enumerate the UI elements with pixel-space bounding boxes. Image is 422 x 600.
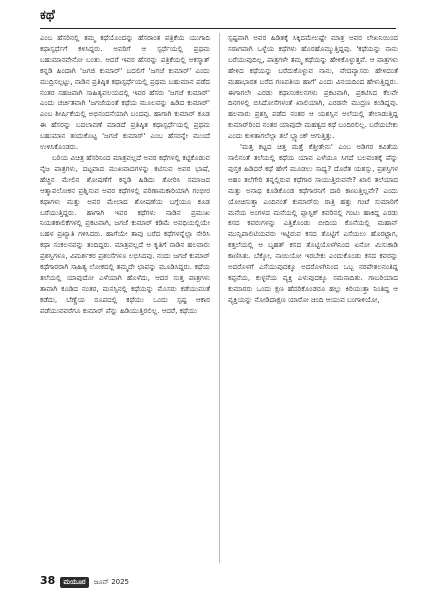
column-divider — [219, 33, 220, 563]
page-number: 38 — [40, 574, 56, 587]
article-column-left — [40, 33, 210, 563]
page-header — [0, 0, 422, 30]
magazine-logo: ಮಯೂರ — [60, 577, 88, 588]
paragraph: ಎಂಬ ಹೆಸರಿನಲ್ಲಿ ತಮ್ಮ ಕಥೆಯೊಂದನ್ನು ಹೆಸರಾಂತ ಪತ್ರಿಕೆಯ ಯುಗಾದಿ ಕಥಾಸ್ಪರ್ಧೆಗೆ ಕಳಿಸಿದ್ದರು. ಅವರಿಗೆ ಆ ಸ್ಪರ್ಧೆಯಲ್ಲಿ ಪ್ರಥಮ ಬಹುಮಾನವೇನೋ ಬಂತು. ಆದರೆ ಇವರ ಹೆಸರನ್ನು ಪತ್ರಿಕೆಯಲ್ಲಿ ಅಕಸ್ಮಾತ್ ಕನ್ನಡಿ ಹಿಂದಾಗಿ 'ಜಗಜಿ ಕುಮಾರ್' ಬದಲಿಗೆ 'ಜಗಜೆ ಕುಮಾರ್' ಎಂದು ಮುದ್ರಿಸಲ್ಪಟ್ಟು, ನಾಡಿನ ಪ್ರತಿಷ್ಠಿತ ಕಥಾಸ್ಪರ್ಧೆಯಲ್ಲಿ ಪ್ರಥಮ ಬಹುಮಾನ ಪಡೆದ ನಂತರ ಸಹಜವಾಗಿ ಸಾಹಿತ್ಯವಲಯದಲ್ಲಿ ಇವರ ಹೆಸರು 'ಜಗಜೆ ಕುಮಾರ್' ಎಂದು ಚರ್ಚಿತವಾಗಿ 'ಜಗಜೆಯಂತೆ ಕಥೆಯ ಮೂಲವನ್ನು ಹಿಡಿದ ಕುಮಾರ್' ಎಂಬ ಶೀರ್ಷಿಕೆಯಲ್ಲಿ ಅಭಿನಂದನೆಯಾಗಿ ಬಂದವು. ಹಾಗಾಗಿ ಕುಮಾರ್ ಕೂಡ ಈ ಹೆಸರನ್ನು ಬದಲಾವಣೆ ಮಾಡದೆ ಪ್ರತಿಷ್ಠಿತ ಕಥಾಸ್ಪರ್ಧೆಯಲ್ಲಿ ಪ್ರಥಮ ಬಹುಮಾನ ತಂದುಕೊಟ್ಟ 'ಜಗಜೆ ಕುಮಾರ್' ಎಂಬ ಹೆಸರನ್ನೇ ಮುಂದೆ ಉಳಿಸಿಕೊಂಡರು. — [40, 33, 210, 152]
paragraph: 'ಮತ್ತ ಕಟ್ಟದ ಚಿತ್ತ ಮತ್ತೆ ಕೆತ್ತೀತೇನು' ಎಂಬ ಅಡಿಗರ ಕವಿತೆಯ ಸಾಲಿನಂತೆ ತಲೆಯಲ್ಲಿ ಕಥೆಯ ಯಾವ ಎಳೆಯೂ ಸಿಗದೆ ಬಲವಂತಕ್ಕೆ ಪೆನ್ನು ಪುಸ್ತಕ ಹಿಡಿದರೆ ಕಥೆ ಹೇಗೆ ಮೂಡಲು ಸಾಧ್ಯ? ದೊರೆತ ಯಶಸ್ಸು, ಪ್ರಶಸ್ತಿಗಳ ಅಹಂ ತಲೆಗೇರಿ ತನ್ನಲ್ಲಿರುವ ಕಥೆಗಾರ ಸಾಯುತ್ತಿರುವನೇ? ಖಾಲಿ ತಲೆಯಾದ ಮತ್ತು ಅನಾಥ ಕೂಡಿಕೊಂಡ ಕಥೆಗಾರನಿಗೆ ದಾರಿ ಕಾಣುತ್ತಿಲ್ಲವೇ? ಎಂದು ಯೋಚಿಸುತ್ತಾ ಎಂದಿನಂತೆ ಕುಮಾರ್‌ರು ರಾತ್ರಿ ಹತ್ತು ಗಂಟೆ ಸುಮಾರಿಗೆ ಮನೆಯ ಅಂಗಳದ ಮನೆಯಲ್ಲಿ ಪ್ಲಾಸ್ಟಿಕ್ ಕವರಿನಲ್ಲಿ ಗಂಟು ಹಾಕಿದ್ದ ಎರಡು ಕಸದ ಕವರುಗಳನ್ನು ಎತ್ತಿಕೊಂಡು ಬೀದಿಯ ಕೊನೆಯಲ್ಲಿ ಮಹಾನ್ ಮುನ್ಸಿಪಾಲಿಟಿಯವರು ಇಟ್ಟಿರುವ ಕಸದ ತೊಟ್ಟಿಗೆ ಎಸೆಯಲು ಹೊರಟ್ಟಾಗ, ಕತ್ತಲೆಯಲ್ಲಿ ಆ ಬೃಹತ್ ಕಸದ ತೊಟ್ಟಿಯೊಳಗಿನಿಂದ ಏನೋ ಮಿಸುಕಾಡಿ ಕಾಣಿಸಿತು. ಬೆಕ್ಕೋ, ನಾಯಿಯೋ ಇರಬೇಕು ಎಂದುಕೊಂಡು ಕಸದ ಕವರನ್ನು ಅದರೊಳಗೆ ಎಸೆಯುವುದಕ್ಕೂ ಅದರೊಳಗಿನಿಂದ ಒಬ್ಬ ನರಪೇತಲನಂತಿದ್ದ ಕಪ್ಪನೆಯ, ಕುಳ್ಳನೆಯ ವ್ಯಕ್ತಿ ಎಳುವುದಕ್ಕೂ ಸಮನಾದಿತು. ಗಾಬರಿಯಾದ ಕುಮಾರರು ಒಂದು ಕ್ಷಣ ಹೆದರಿಕೊಂಡರೂ ಹಲ್ಲು ಕಿರಿಯುತ್ತಾ ನಿಂತಿದ್ದ ಆ ವ್ಯಕ್ತಿಯನ್ನು ನೋಡಿದಾಕ್ಷಣ ಯಾರೋ ಚಿಂದಿ ಆಯುವ ಬಂಗಾಳಿಯೋ, — [228, 142, 398, 304]
paragraph: ಸ್ಪಷ್ಟವಾಗಿ ಅವರ ಹಿಡಿತಕ್ಕೆ ಸಿಕ್ಕಿದಮೇಲಷ್ಟೇ ಮಾತ್ರ ಅವರ ಲೇಖನಿಯಿಂದ ಸರಾಗವಾಗಿ ಒಳ್ಳೆಯ ಕಥೆಗಳು ಹೊರಹೊಮ್ಮುತ್ತಿದ್ದವು. 'ಕಥೆಯನ್ನು ನಾನು ಬರೆಯುವುದಿಲ್ಲ, ಪಾತ್ರಗಳೇ ತಮ್ಮ ಕಥೆಯನ್ನು ಹೇಳಿಕೊಳ್ಳುತ್ತವೆ. ಆ ಪಾತ್ರಗಳು ಹೇಳಿದ ಕಥೆಯನ್ನು ಬರೆದುಕೊಳ್ಳುವ ನಾನು, ವೇದವ್ಯಾಸರು ಹೇಳಿದಂತೆ ಮಹಾಭಾರತ ಬರೆದ ಗಣಪತಿಯ ಹಾಗೆ' ಎಂದು ವಿನಯದಿಂದ ಹೇಳುತ್ತಿದ್ದರು. ಈಗಾಗಲೇ ಎರಡು ಕಥಾಸಂಕಲನಗಳು ಪ್ರಕಟವಾಗಿ, ಪ್ರಕಟಿಸಿದ ಕೆಲವೇ ದಿನಗಳಲ್ಲಿ ಬಿಸಿದೋಸೆಗಳಂತೆ ಖಾಲಿಯಾಗಿ, ಎರಡನೇ ಮುದ್ರಣ ಕಂಡಿದ್ದವು. ಹಲವಾರು ಪ್ರಶಸ್ತಿ ಪಡೆದ ನಂತರ ಆ ಯಶಸ್ಸಿನ ಅಲೆಯಲ್ಲಿ ತೇಲಾಡುತ್ತಿದ್ದ ಕುಮಾರ್‌ರಿಂದ ನಂತರ ಯಾವುದೇ ಮಹತ್ವದ ಕಥೆ ಬಂದಿರಲಿಲ್ಲ. ಬರೆಯಬೇಕು ಎಂದು ಕುಳಿತಾಗಲೆಲ್ಲಾ ತಲೆ ಬ್ಲ್ಯಾಂಕ್ ಆಗುತ್ತಿತ್ತು. — [228, 33, 398, 141]
article-body — [40, 33, 398, 563]
section-title: ಕಥೆ — [40, 8, 55, 23]
paragraph: ಬರಿಯ ವಿಚಿತ್ರ ಹೆಸರಿನಿಂದ ಮಾತ್ರವಲ್ಲದೆ ಅವರ ಕಥೆಗಳಲ್ಲಿ ಕಟ್ಟಿಕೊಡುವ ನೈಜ ಪಾತ್ರಗಳು, ದಟ್ಟವಾದ ಮುಖವಾದಗಳನ್ನು ಕಟಿಸುವ ಅವರ ಭಾಷೆ, ಹೆಚ್ಚಿನ ಮೇಲಿನ ಶೋಷಣೆಗೆ ಕನ್ನಡಿ ಹಿಡಿದು ತೋರಿಸಿ ಸಮಾಜದ ಆತ್ಮಾವಲೋಕನ ಪ್ರಶ್ನಿಸುವ ಅವರ ಕಥೆಗಳಲ್ಲಿ ಪರಿಣಾಮಕಾರಿಯಾಗಿ ಗಂಭೀರ ಕಥಾಗಳು ಮತ್ತು ಅವರ ಮೇಲಾದ ಶೋಷಣೆಯ ಬಗ್ಗೆಯೂ ಕೂಡ ಬರೆಯುತ್ತಿದ್ದರು. ಹಾಗಾಗಿ ಇವರ ಕಥೆಗಳು ನಾಡಿನ ಪ್ರಮುಖ ನಿಯತಕಾಲಿಕೆಗಳಲ್ಲಿ ಪ್ರಕಟವಾಗಿ, ಜಗಜೆ ಕುಮಾರ್ ಕಡಿಮೆ ಅವಧಿಯಲ್ಲಿಯೇ ಬಹಳ ಪ್ರಖ್ಯಾತಿ ಗಳಿಸಿದರು. ಹಾಗೆಯೇ ತಾವು ಬರೆದ ಕಥೆಗಳನ್ನೆಲ್ಲಾ ಸೇರಿಸಿ ಕಥಾ ಸಂಕಲನವನ್ನು ತಂದಿದ್ದರು. ಮಾತ್ರವಲ್ಲದೆ ಆ ಕೃತಿಗೆ ನಾಡಿನ ಹಲವಾರು ಪ್ರಶಸ್ತಿಗಳೂ, ವಿಮರ್ಶಕರ ಪ್ರಶಂಸೆಗಳೂ ಲಭಿಸಿದವು. ನಂದು ಜಗಜೆ ಕುಮಾರ್ ಕಥೆಗಾರರಾಗಿ ಸಾಹಿತ್ಯ ಲೋಕದಲ್ಲಿ ತಮ್ಮದೇ ಛಾಪನ್ನು ಮೂಡಿಸಿದ್ದರು. ಕಥೆಯ ತಲೆಯಲ್ಲಿ ಯಾವುದೋ ಎಳೆಯಾಗಿ ಹೊಳೆದು, ಆದರ ಸುತ್ತ ಪಾತ್ರಗಳು ತಾವಾಗಿ ಕೂಡಿದ ನಂತರ, ಮನಸ್ಸಿನಲ್ಲಿ ಕಥೆಯನ್ನು ಮೊಸರು ಕಡೆಯುವಂತೆ ಕಡೆದು, ಬೆಣ್ಣೆಯ ರೂಪದಲ್ಲಿ ಕಥೆಯು ಒಂದು ಸ್ಪಷ್ಟ ಆಕಾರ ಪಡೆಯುವವರೆಗೂ ಕುಮಾರ್ ಪೆನ್ನು ಹಿಡಿಯುತ್ತಿರಲಿಲ್ಲ. ಆದರೆ, ಕಥೆಯು — [40, 152, 210, 315]
page-footer — [40, 574, 129, 592]
header-rule — [40, 28, 396, 29]
issue-date: ಜೂನ್ 2025 — [93, 578, 130, 586]
article-column-right — [228, 33, 398, 563]
